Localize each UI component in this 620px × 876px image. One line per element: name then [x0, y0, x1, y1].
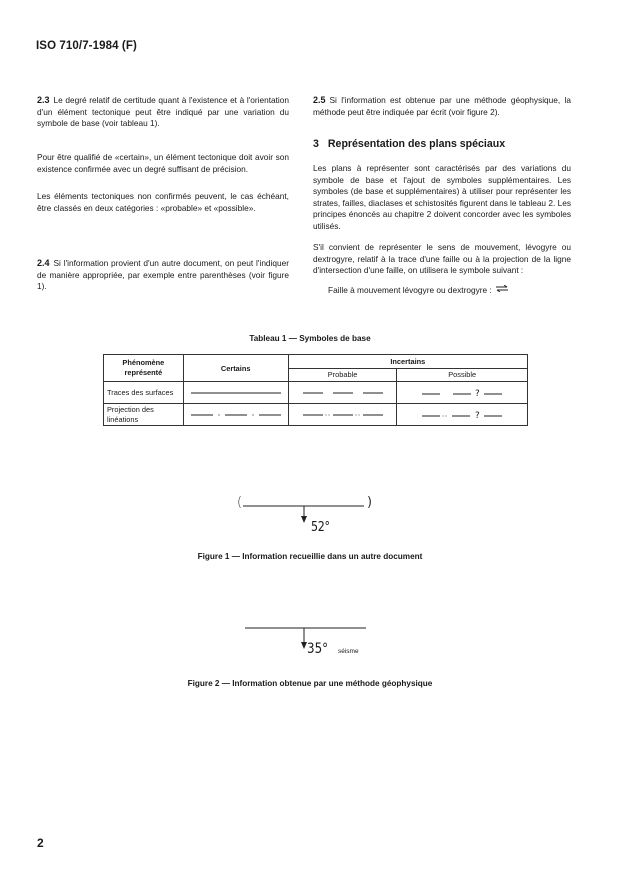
- solid-line-symbol: [183, 382, 288, 404]
- section-title: Représentation des plans spéciaux: [327, 138, 506, 150]
- section-number: 2.4: [37, 258, 50, 268]
- strike-dip-symbol: [243, 495, 373, 525]
- table-basic-symbols: [103, 354, 528, 426]
- dash-question-line-symbol: [397, 382, 528, 404]
- header-possible: Possible: [397, 368, 528, 382]
- paragraph-certain: Pour être qualifié de «certain», un élément tectonique doit avoir son existence confirmée avec un degré suffisant de précision.: [37, 152, 289, 174]
- method-label: séisme: [338, 648, 359, 655]
- section-3-heading: [313, 139, 571, 151]
- dash-double-dot-question-line-symbol: [397, 404, 528, 426]
- arrow-down-icon: [301, 516, 307, 523]
- close-parenthesis: ): [367, 495, 373, 510]
- table-1-caption: Tableau 1 — Symboles de base: [249, 334, 371, 343]
- table-row: [104, 382, 528, 404]
- section-number: 3: [313, 138, 319, 150]
- paragraph-sens-mouvement: S'il convient de représenter le sens de mouvement, lévogyre ou dextrogyre, relatif à la trace d'une faille ou à la projection de la ligne d'intersection d'une faille, on utilisera le symbole suivant :: [313, 242, 571, 276]
- dash-dot-line-symbol: [183, 404, 288, 426]
- header-certains: Certains: [183, 355, 288, 382]
- header-phenomene: Phénomène représenté: [104, 355, 184, 382]
- section-2-5-text: Si l'information est obtenue par une méthode géophysique, la méthode peut être indiquée par écrit (voir figure 2).: [313, 95, 571, 117]
- document-header: ISO 710/7-1984 (F): [36, 40, 137, 52]
- fault-movement-label: Faille à mouvement lévogyre ou dextrogyre :: [328, 285, 492, 295]
- fault-movement-line: [313, 285, 586, 297]
- section-number: 2.5: [313, 95, 326, 105]
- section-2-5: [313, 95, 571, 118]
- dash-double-dot-line-symbol: [288, 404, 397, 426]
- section-number: 2.3: [37, 95, 50, 105]
- page-number: 2: [37, 836, 44, 850]
- paragraph-plans: Les plans à représenter sont caractérisés par des variations du symbole de base et l'ajout de symboles supplémentaires. Les symboles (de base et supplémentaires) à utiliser pour représenter les strates, failles, diaclases et schistosités figurent dans le tableau 2. Les principes énoncés au chapitre 2 doivent concorder avec les symboles utilisés.: [313, 163, 571, 231]
- long-dash-line-symbol: [288, 382, 397, 404]
- dip-angle-label: 52°: [311, 520, 330, 535]
- question-mark: ?: [475, 388, 480, 399]
- header-incertains: Incertains: [288, 355, 527, 369]
- dip-angle-label: 35°: [307, 641, 329, 657]
- double-half-arrow-icon: [496, 284, 508, 290]
- open-parenthesis: (: [237, 495, 243, 510]
- question-mark: ?: [475, 410, 480, 421]
- row-label: Projection des linéations: [104, 404, 184, 426]
- figure-1-caption: Figure 1 — Information recueillie dans un autre document: [197, 552, 423, 561]
- table-row: [104, 404, 528, 426]
- row-label: Traces des surfaces: [104, 382, 184, 404]
- header-probable: Probable: [288, 368, 397, 382]
- figure-2-caption: Figure 2 — Information obtenue par une méthode géophysique: [187, 679, 433, 688]
- section-2-3: [37, 95, 289, 130]
- paragraph-non-confirmes: Les éléments tectoniques non confirmés peuvent, le cas échéant, être classés en deux catégories : «probable» et «possible».: [37, 191, 289, 213]
- section-2-4-text: Si l'information provient d'un autre document, on peut l'indiquer de manière appropriée, par exemple entre parenthèses (voir figure 1).: [37, 258, 289, 292]
- section-2-3-text: Le degré relatif de certitude quant à l'existence et à l'orientation d'un élément tectonique peut être indiqué par une variation du symbole de base (voir tableau 1).: [37, 95, 289, 129]
- section-2-4: [37, 258, 289, 293]
